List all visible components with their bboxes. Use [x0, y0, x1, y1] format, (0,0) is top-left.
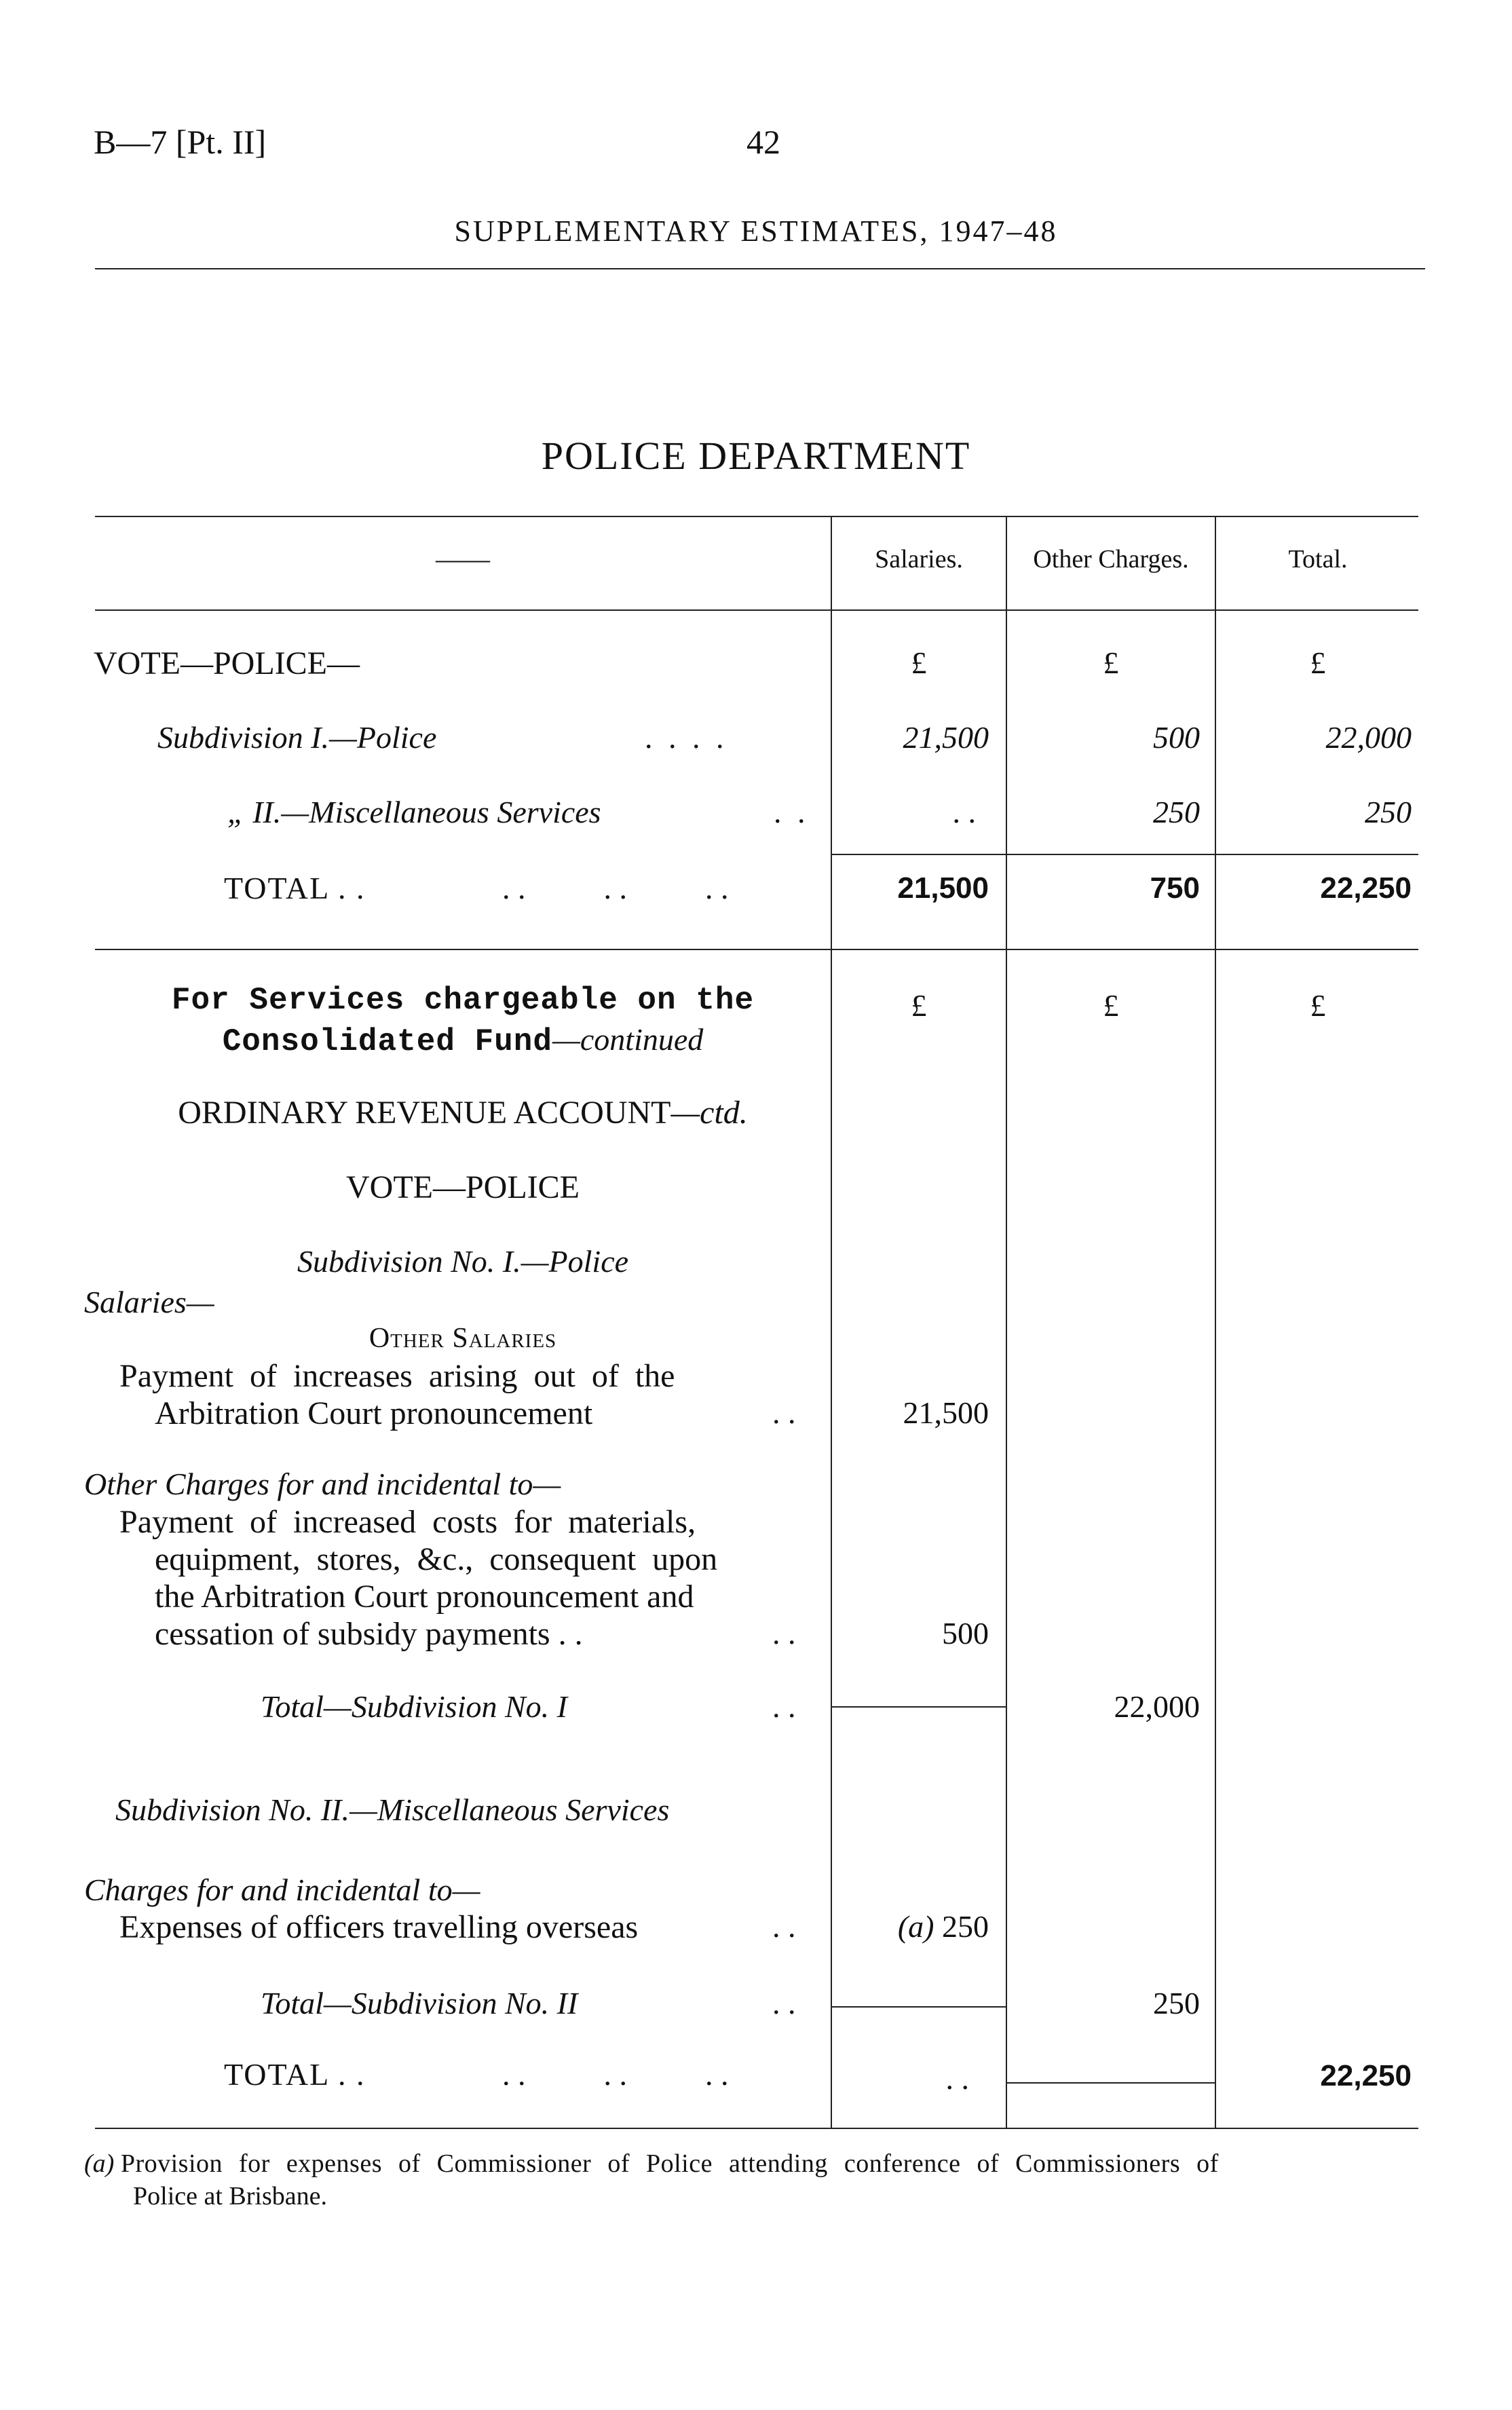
page-number: 42	[746, 123, 780, 161]
summary-total-salaries: 21,500	[897, 871, 989, 905]
item1-dots: . .	[772, 1395, 796, 1430]
summary-currency-other: £	[1103, 645, 1119, 680]
summary-total-label: TOTAL . .	[224, 871, 366, 905]
other-charges-column-rule	[1006, 516, 1007, 2128]
detail-heading-line2-wrap	[95, 1021, 831, 1059]
table-top-rule	[95, 516, 1418, 517]
summary-row-other: 500	[1153, 720, 1200, 755]
subdivision-2-total-amount: 250	[1153, 1986, 1200, 2020]
summary-currency-salaries: £	[911, 645, 927, 680]
subdivision-2-title: Subdivision No. II.—Miscellaneous Services	[115, 1792, 670, 1827]
page-reference: B—7 [Pt. II]	[94, 123, 267, 161]
salaries-column-rule	[831, 516, 832, 2128]
footnote-line2: Police at Brisbane.	[133, 2182, 327, 2210]
summary-total-rule-other	[1007, 854, 1215, 855]
detail-heading-continued: —continued	[552, 1022, 704, 1057]
summary-currency-total: £	[1310, 645, 1326, 680]
column-header-rule	[95, 609, 1418, 611]
summary-total-total: 22,250	[1320, 871, 1412, 905]
footnote-line1-wrap	[84, 2149, 1219, 2179]
table-bottom-rule	[95, 2128, 1418, 2129]
item2-line2: equipment, stores, &c., consequent upon	[155, 1541, 718, 1577]
detail-currency-other: £	[1103, 988, 1119, 1023]
summary-row-total: 22,000	[1325, 720, 1412, 755]
item2-line3: the Arbitration Court pronouncement and	[155, 1579, 694, 1615]
summary-row-dots: . . . .	[645, 720, 728, 755]
footnote-marker: (a)	[84, 2149, 115, 2178]
subdivision-2-total-label: Total—Subdivision No. II	[261, 1986, 578, 2020]
subdivision-1-title: Subdivision No. I.—Police	[297, 1244, 629, 1279]
item2-amount: 500	[942, 1616, 989, 1651]
header-rule	[95, 268, 1425, 269]
item2-line4: cessation of subsidy payments . .	[155, 1616, 583, 1652]
total-column-rule	[1215, 516, 1216, 2128]
subdivision-1-total-rule	[832, 1706, 1006, 1708]
subdivision-2-total-rule	[832, 2006, 1006, 2008]
item1-line1: Payment of increases arising out of the	[119, 1358, 675, 1394]
summary-bottom-rule	[95, 949, 1418, 950]
detail-heading-line2: Consolidated Fund	[222, 1024, 552, 1059]
summary-total-dots: . . . . . .	[502, 871, 729, 905]
salaries-label: Salaries—	[84, 1285, 214, 1319]
summary-row-total: 250	[1365, 795, 1412, 829]
grand-total-amount: 22,250	[1320, 2059, 1412, 2092]
subdivision-2-total-dots: . .	[772, 1986, 796, 2020]
grand-total-rule	[1007, 2082, 1215, 2084]
item1-line2: Arbitration Court pronouncement	[155, 1395, 593, 1431]
item3-note-marker: (a)	[897, 1909, 934, 1944]
subdivision-1-total-dots: . .	[772, 1689, 796, 1724]
detail-currency-salaries: £	[911, 988, 927, 1023]
charges-label: Charges for and incidental to—	[84, 1872, 480, 1907]
summary-total-rule-salaries	[832, 854, 1006, 855]
grand-total-label: TOTAL . .	[224, 2057, 366, 2092]
salaries-header: Salaries.	[875, 545, 963, 573]
detail-currency-total: £	[1310, 988, 1326, 1023]
department-title: POLICE DEPARTMENT	[541, 434, 971, 478]
total-header: Total.	[1288, 545, 1348, 573]
stub-header: ——	[436, 544, 490, 574]
account-suffix: —ctd.	[670, 1095, 748, 1131]
item3-dots: . .	[772, 1909, 796, 1944]
summary-row-salaries: 21,500	[903, 720, 989, 755]
summary-row-label: „ II.—Miscellaneous Services	[227, 795, 601, 829]
account-title-wrap	[95, 1094, 831, 1131]
grand-total-dots: . . . . . .	[502, 2057, 729, 2092]
footnote-line1: Provision for expenses of Commissioner of Police attending conference of Commissioners of	[120, 2149, 1219, 2178]
summary-row-label: Subdivision I.—Police	[157, 720, 437, 755]
summary-row-salaries: . .	[952, 795, 976, 829]
item3-amount: 250	[942, 1909, 989, 1944]
detail-vote: VOTE—POLICE	[346, 1169, 580, 1205]
other-salaries-heading: Other Salaries	[368, 1323, 557, 1354]
subdivision-1-total-amount: 22,000	[1114, 1689, 1200, 1724]
summary-row-other: 250	[1153, 795, 1200, 829]
summary-total-other: 750	[1150, 871, 1200, 905]
detail-heading-line1: For Services chargeable on the	[171, 983, 755, 1018]
summary-total-rule-total	[1216, 854, 1418, 855]
summary-row-dots: . .	[774, 795, 810, 829]
other-charges-header: Other Charges.	[1033, 545, 1189, 573]
item3-line1: Expenses of officers travelling overseas	[119, 1909, 639, 1945]
account-title: ORDINARY REVENUE ACCOUNT	[178, 1095, 671, 1131]
subdivision-1-total-label: Total—Subdivision No. I	[261, 1689, 567, 1724]
item2-dots: . .	[772, 1616, 796, 1651]
running-title: SUPPLEMENTARY ESTIMATES, 1947–48	[454, 214, 1058, 248]
grand-total-salaries: . .	[945, 2061, 969, 2096]
other-charges-label: Other Charges for and incidental to—	[84, 1467, 561, 1501]
item1-amount: 21,500	[903, 1395, 989, 1430]
item3-amount-wrap	[898, 1908, 989, 1944]
summary-vote-label: VOTE—POLICE—	[94, 645, 360, 681]
item2-line1: Payment of increased costs for materials,	[119, 1504, 696, 1540]
